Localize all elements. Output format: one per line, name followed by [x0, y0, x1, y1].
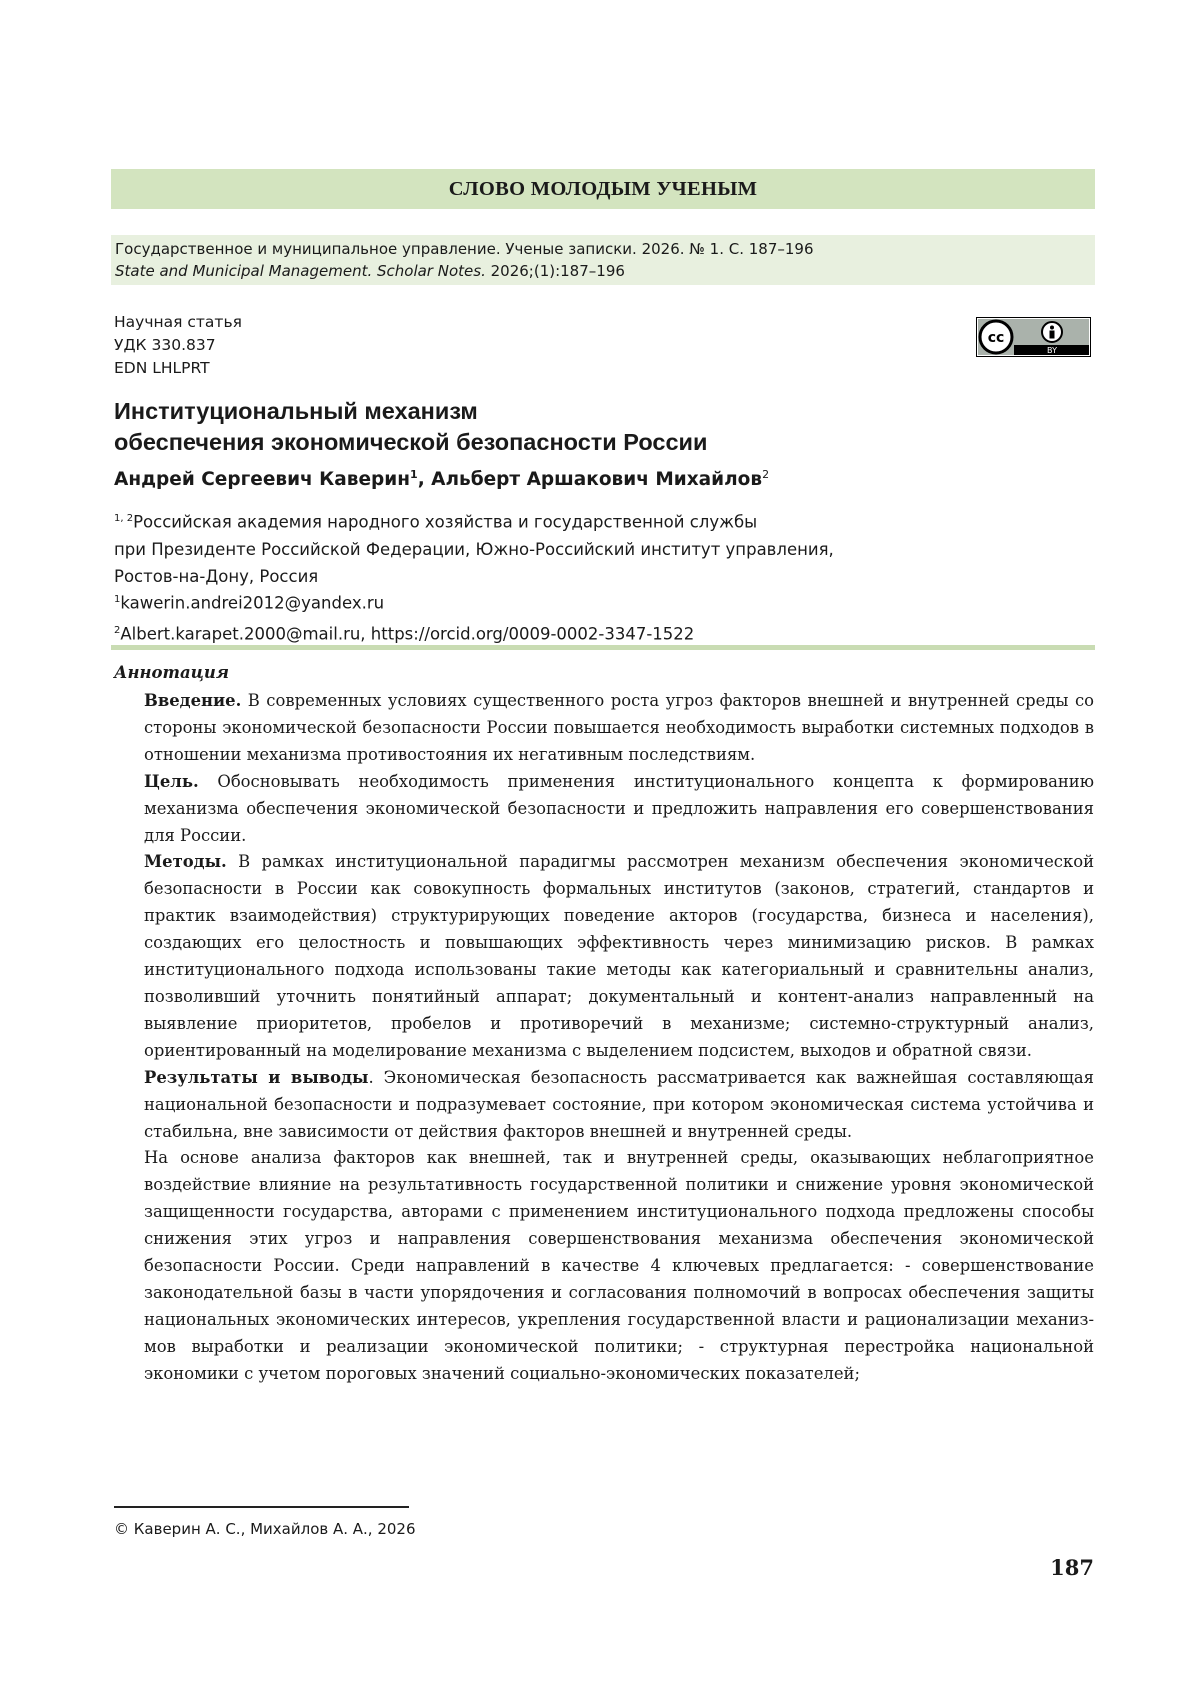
abstract-goal-text: Обосновывать необходимость применения институционального концепта к формированию механизма обеспечения экономической безопасности и предложить направления его совершенствования для России. [144, 771, 1094, 845]
abstract-intro [144, 688, 1094, 769]
email-1-link[interactable]: kawerin.andrei2012@yandex.ru [120, 593, 385, 613]
abstract-methods-text: В рамках институциональной парадигмы рассмотрен механизм обеспечения экономической безопасности в России как совокупность формальных институтов (законов, стратегий, стандартов и практик взаимодействия) структурирующих поведение акторов (государства, бизнеса и населения), создающих его целостность и повышающих эффективность через минимизацию рисков. В рамках институционального подхода использованы такие методы как категориальный и сравнительны анализ, позволивший уточнить понятийный аппарат; документальный и контент-анализ направленный на выявление приоритетов, пробелов и противоречий в механизме; системно-структурный анализ, ориентированный на моделирование механизма с выделением подсистем, выходов и обратной связи. [144, 852, 1094, 1060]
abstract-methods-label: Методы. [144, 852, 227, 872]
abstract-results [144, 1065, 1094, 1146]
footnote-rule [114, 1506, 409, 1508]
article-meta [114, 311, 242, 380]
article-title-line-2: обеспечения экономической безопасности России [114, 429, 708, 455]
affiliation [114, 505, 1094, 590]
affiliation-line-1 [114, 505, 1094, 536]
abstract-paragraph-2: На основе анализа факторов как внешней, так и внутренней среды, оказывающих неблагоприятное воздействие влияние на результативность государственной политики и снижение уровня экономической защищенности государства, авторами с применением институционального подхода предложены способы снижения этих угроз и направления совершенствования механизма обеспечения экономической безопасности России. Среди направлений в качестве 4 ключевых предлагается: - совершенствование законодательной базы в части упорядочения и согласования полномочий в вопросах обеспечения защиты национальных экономических интересов, укрепления государственной власти и рационализации механизмов выработки и реализации экономической политики; - структурная перестройка национальной экономики с учетом пороговых значений социально-экономических показателей; [144, 1148, 1094, 1383]
author-1-name: Андрей Сергеевич Каверин [114, 469, 411, 491]
journal-citation [111, 235, 1095, 285]
author-2-sup: 2 [762, 468, 770, 481]
affiliation-line-2: при Президенте Российской Федерации, Южно-Российский институт управления, [114, 539, 834, 559]
authors-line [114, 468, 769, 490]
section-banner: СЛОВО МОЛОДЫМ УЧЕНЫМ [111, 169, 1095, 209]
cc-by-license-icon[interactable] [976, 317, 1091, 357]
email-1-sup: 1 [114, 594, 121, 605]
abstract-goal [144, 769, 1094, 850]
article-title-line-1: Институциональный механизм [114, 398, 478, 424]
section-divider [111, 645, 1095, 650]
email-2 [114, 617, 694, 648]
abstract-methods [144, 849, 1094, 1064]
journal-citation-ru: Государственное и муниципальное управление. Ученые записки. 2026. № 1. С. 187–196 [115, 240, 814, 258]
journal-citation-en [115, 261, 1091, 283]
authors-separator: , [417, 469, 432, 491]
journal-name-en: State and Municipal Management. Scholar Notes. [115, 261, 486, 280]
affiliation-line-3: Ростов-на-Дону, Россия [114, 566, 319, 586]
abstract-intro-label: Введение. [144, 691, 242, 710]
udk-code: УДК 330.837 [114, 336, 216, 354]
abstract-heading: Аннотация [114, 663, 230, 682]
email-2-sup: 2 [114, 625, 121, 636]
author-2-name: Альберт Аршакович Михайлов [431, 469, 763, 491]
article-title [114, 396, 1014, 458]
article-type: Научная статья [114, 313, 242, 331]
abstract-results-label: Результаты и выводы [144, 1067, 369, 1087]
license-cc-label: cc [987, 330, 1005, 346]
affiliation-text-1: Российская академия народного хозяйства и государственной службы [133, 512, 758, 532]
abstract-intro-text: В современных условиях существенного роста угроз факторов внешней и внутренней среды со стороны экономической безопасности России повышается необходимость выработки системных подходов в отношении механизма противостояния их негативным последствиям. [144, 691, 1094, 764]
affiliation-sup: 1, 2 [114, 513, 134, 524]
edn-code: EDN LHLPRT [114, 359, 210, 377]
abstract-results-text: . Экономическая безопасность рассматривается как важнейшая составляющая национальной безопасности и подразумевает состояние, при котором экономическая система устойчива и стабильна, вне зависимости от действия факторов внешней и внутренней среды. [144, 1067, 1094, 1141]
page-number: 187 [1050, 1555, 1094, 1580]
author-1-sup: 1 [410, 468, 418, 481]
abstract-body [144, 688, 1094, 1388]
license-by-label: BY [1047, 346, 1057, 355]
email-1 [114, 586, 694, 617]
abstract-goal-label: Цель. [144, 771, 199, 791]
copyright-note: © Каверин А. С., Михайлов А. А., 2026 [114, 1520, 416, 1538]
journal-issue-en: 2026;(1):187–196 [485, 261, 625, 280]
email-2-link[interactable]: Albert.karapet.2000@mail.ru, https://orcid.org/0009-0002-3347-1522 [120, 624, 695, 644]
author-emails [114, 586, 694, 648]
